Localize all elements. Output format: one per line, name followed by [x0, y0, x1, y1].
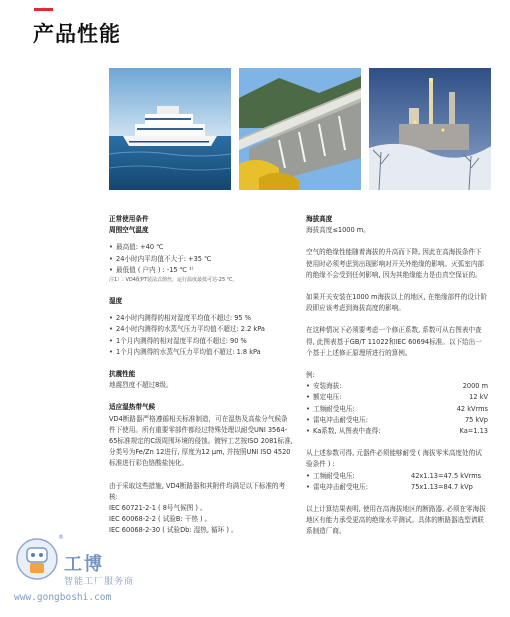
- watermark-sub: 智能工厂服务商: [64, 577, 135, 587]
- altitude-paragraph-1: 空气的绝缘性能随着海拔的升高而下降, 因此在高海拔条件下使用时必须考虑到出现影响对开关外绝缘的影响。灭弧室内部的绝缘不会受到任何影响, 因为其绝缘能力是由真空保证的。: [306, 248, 485, 279]
- altitude-paragraph-2: 如果开关安装在1000 m海拔以上的地区, 在绝缘部件的设计阶段即应该考虑到海拔高度的影响。: [306, 293, 488, 313]
- temperature-list: [109, 242, 293, 276]
- standards-intro: 由于采取这些措施, VD4断路器和其附件均满足以下标准的考核:: [109, 481, 286, 501]
- list-item: • 24小时内测得的水蒸气压力平均值不超过: 2.2 kPa: [109, 324, 293, 335]
- watermark: [14, 532, 164, 612]
- row-label: • 工频耐受电压:: [313, 471, 355, 480]
- example-row: [306, 415, 488, 426]
- ambient-temp-heading: 周围空气温度: [109, 226, 149, 235]
- title-accent-bar: [34, 8, 53, 11]
- conclusion-text: 以上计算结果表明, 使用在高海拔地区的断路器, 必须在零海拔地区有能力承受更高的绝缘水平测试。具体的断路器选型请联系制造厂商。: [306, 505, 486, 536]
- standard-item: IEC 60068-2-30 ( 试验Db: 湿热, 循环 ) 。: [109, 526, 238, 535]
- list-item: • 1个月内测得的相对湿度平均值不超过: 90 %: [109, 336, 293, 347]
- list-item: • 24小时内测得的相对湿度平均值不超过: 95 %: [109, 313, 293, 324]
- left-column: [109, 214, 293, 537]
- list-item: • 24小时内平均值不大于: +35 ℃: [109, 254, 293, 265]
- row-label: • 雷电冲击耐受电压:: [313, 482, 368, 491]
- result-list: [306, 471, 488, 493]
- example-row: [306, 392, 488, 403]
- row-value: 75 kVp: [464, 415, 488, 424]
- normal-conditions-heading: 正常使用条件: [109, 215, 149, 223]
- list-item: • 最高值: +40 ℃: [109, 242, 293, 253]
- list-item: • 1个月内测得的水蒸气压力平均值不超过: 1.8 kPa: [109, 347, 293, 358]
- robot-icon: [14, 536, 60, 582]
- humidity-heading: 湿度: [109, 297, 123, 306]
- row-value: 2000 m: [462, 382, 488, 391]
- row-label: • 安装海拔:: [313, 382, 342, 391]
- page-title: 产品性能: [33, 22, 121, 46]
- row-value: 42x1.13=47.5 kVrms: [411, 471, 482, 480]
- row-value: 12 kV: [469, 393, 488, 402]
- row-value: Ka=1.13: [459, 427, 488, 436]
- row-label: • 雷电冲击耐受电压:: [313, 415, 368, 424]
- list-item: • 最低值 ( 户内 ) : -15 ℃ ¹⁾: [109, 265, 293, 276]
- seismic-heading: 抗震性能: [109, 370, 136, 379]
- ship-photo: [109, 68, 231, 190]
- example-heading: 例:: [306, 371, 315, 380]
- row-value: 75x1.13=84.7 kVp: [411, 482, 473, 491]
- watermark-brand: 工博: [64, 554, 104, 575]
- altitude-heading: 海拔高度: [306, 215, 333, 223]
- standard-item: IEC 60721-2-1 ( 8号气候图 ) 。: [109, 504, 207, 513]
- registered-mark: ®: [58, 534, 64, 541]
- altitude-line: 海拔高度≤1000 m。: [306, 226, 370, 235]
- tropical-heading: 适应湿热带气候: [109, 403, 156, 412]
- example-text: 从上述参数可得, 元器件必须能够耐受 ( 海拔零米高度处的试验条件 ) :: [306, 449, 482, 469]
- example-list: [306, 381, 488, 437]
- tropical-text: VD4断路器严格遵循相关标准制造，可在湿热及高盐分气候条件下使用。所有重要零部件都经过特殊处理以耐受UNI 3564-65标准规定的C级周围环境的侵蚀。镀锌工艺按ISO 2081标准, 分类号为Fe/Zn 12进行, 厚度为12 µm, 并按照UNI ISO 4520标准进行彩色铬酸盐钝化。: [109, 414, 293, 468]
- example-row: [306, 426, 488, 437]
- result-row: [306, 471, 488, 482]
- row-label: • 额定电压:: [313, 393, 342, 402]
- seismic-text: 地震烈度不超过8级。: [109, 381, 173, 390]
- plant-photo: [369, 68, 491, 190]
- example-row: [306, 381, 488, 392]
- right-column: [306, 214, 488, 538]
- standard-item: IEC 60068-2-2 ( 试验B: 干热 ) 。: [109, 515, 212, 524]
- humidity-list: [109, 313, 293, 358]
- row-label: • 工频耐受电压:: [313, 404, 355, 413]
- dam-photo: [239, 68, 361, 190]
- result-row: [306, 482, 488, 493]
- example-row: [306, 404, 488, 415]
- temperature-note: 注1）: VD4配PT装法式熔丝，运行温度最低可达-25 ℃。: [109, 277, 238, 284]
- altitude-paragraph-3: 在这种情况下必须要考虑一个修正系数, 系数可从右图表中查得, 此图表基于GB/T 11022和IEC 60694标准。以下给出一个基于上述修正原理所进行的算例。: [306, 326, 482, 357]
- row-value: 42 kVrms: [456, 404, 488, 413]
- row-label: • Ka系数, 从图表中查得:: [313, 427, 381, 436]
- watermark-url: www.gongboshi.com: [14, 592, 112, 603]
